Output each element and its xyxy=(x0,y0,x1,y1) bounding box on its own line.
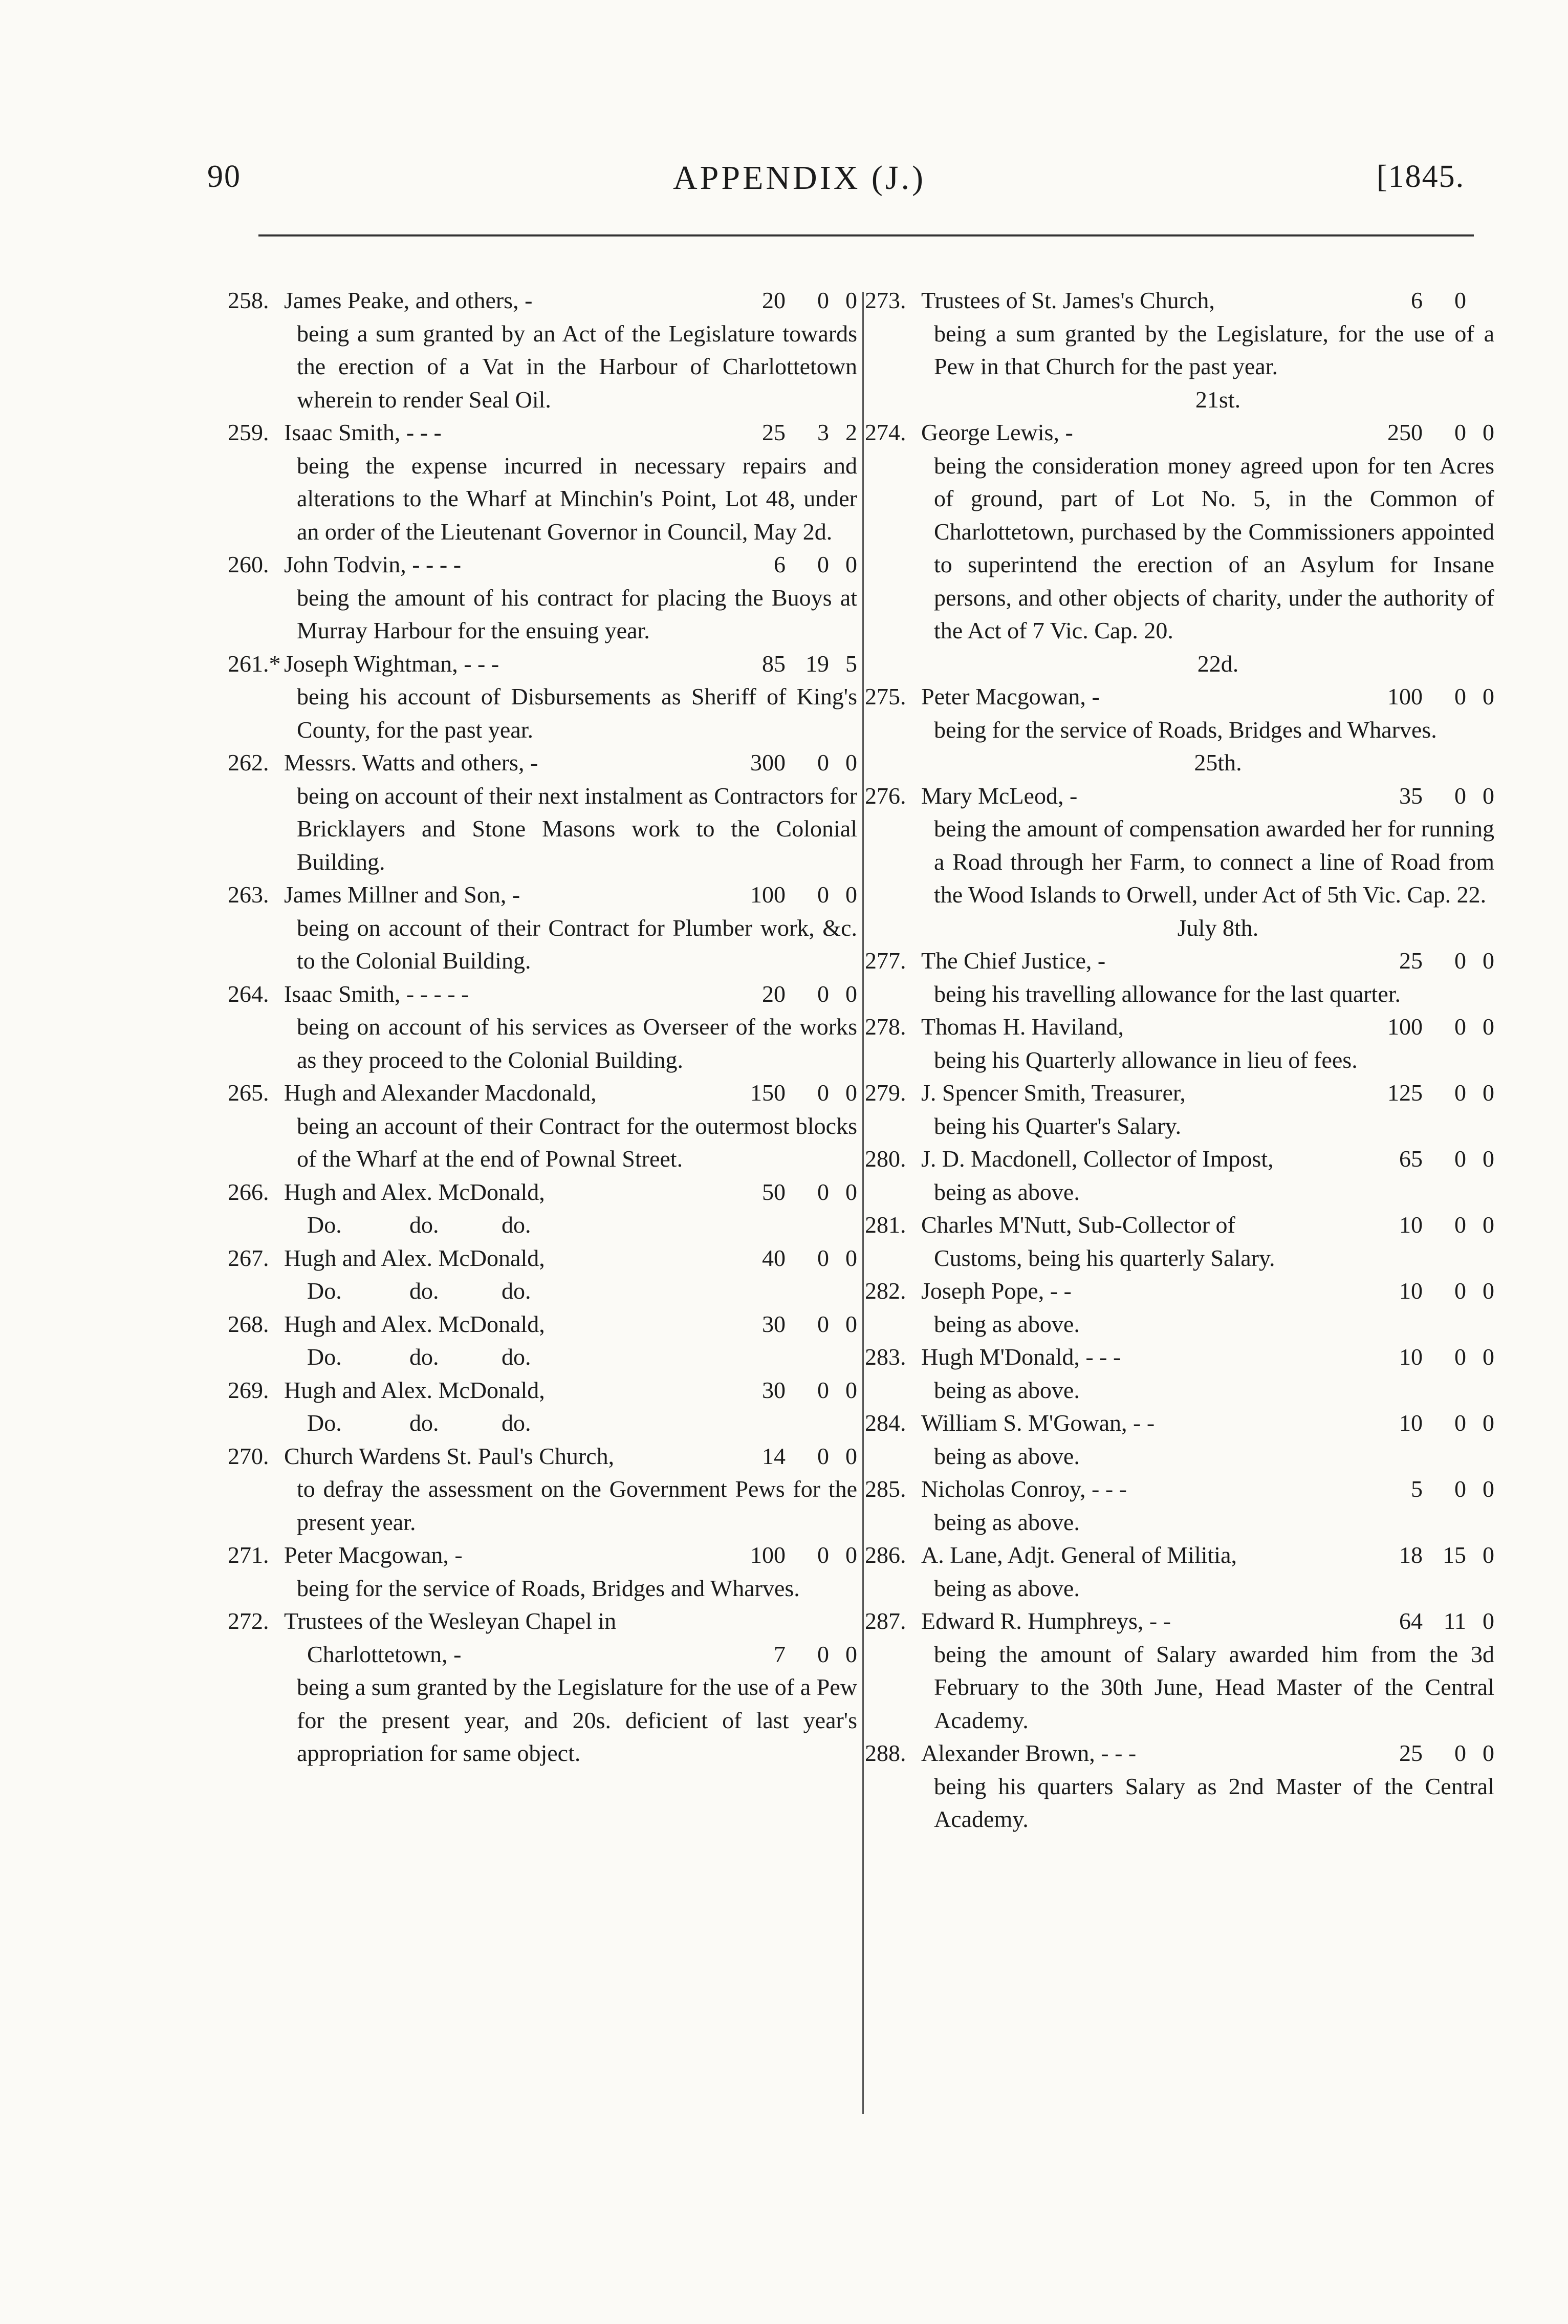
amount-pounds: 10 xyxy=(1399,1410,1423,1436)
amount-pence: 0 xyxy=(845,881,857,908)
entry-payee: William S. M'Gowan, - - xyxy=(921,1410,1155,1436)
entry-head xyxy=(865,780,1494,813)
amount-shillings: 0 xyxy=(1454,287,1466,313)
entry-number: 260. xyxy=(228,551,269,577)
entry-number: 283. xyxy=(865,1344,906,1370)
amount-shillings: 0 xyxy=(817,749,829,776)
ditto-mark: do. xyxy=(502,1410,531,1436)
entry-number: 279. xyxy=(865,1080,906,1106)
entry-description: Customs, being his quarterly Salary. xyxy=(934,1244,1275,1271)
entry-head xyxy=(228,284,857,317)
entry-description: being his quarters Salary as 2nd Master of the Central Academy. xyxy=(934,1773,1494,1832)
entry-description: being for the service of Roads, Bridges and Wharves. xyxy=(934,716,1437,743)
ledger-entry xyxy=(865,284,1494,383)
entry-number: 274. xyxy=(865,419,906,445)
amount-shillings: 19 xyxy=(805,650,829,677)
entry-description: being his Quarter's Salary. xyxy=(934,1112,1182,1139)
amount-pence: 0 xyxy=(845,1376,857,1403)
entry-payee: A. Lane, Adjt. General of Militia, xyxy=(921,1542,1237,1568)
entry-description: being on account of their Contract for Plumber work, &c. to the Colonial Building. xyxy=(297,914,857,974)
amount-pence: 0 xyxy=(1483,1542,1494,1568)
date-heading: July 8th. xyxy=(1177,914,1259,941)
entry-description: being as above. xyxy=(934,1310,1080,1337)
entry-number: 288. xyxy=(865,1740,906,1766)
entry-head xyxy=(228,746,857,780)
ditto-line xyxy=(297,1407,857,1440)
entry-payee: Isaac Smith, - - - - - xyxy=(284,980,469,1007)
entry-head xyxy=(865,1143,1494,1176)
page-number: 90 xyxy=(207,159,241,194)
ledger-entry xyxy=(228,1077,857,1176)
entry-head xyxy=(865,1539,1494,1572)
ditto-mark: do. xyxy=(409,1278,439,1304)
entry-head xyxy=(865,1605,1494,1638)
entry-head xyxy=(228,1440,857,1473)
entry-payee: Trustees of St. James's Church, xyxy=(921,287,1215,313)
entry-number: 270. xyxy=(228,1443,269,1469)
amount-shillings: 0 xyxy=(817,1542,829,1568)
entry-payee: Peter Macgowan, - xyxy=(284,1542,463,1568)
entry-number: 273. xyxy=(865,287,906,313)
amount-pounds: 150 xyxy=(750,1080,786,1106)
ledger-entry xyxy=(228,1242,857,1308)
amount-pence: 0 xyxy=(845,1443,857,1469)
amount-pounds: 25 xyxy=(1399,1740,1423,1766)
entry-number: 271. xyxy=(228,1542,269,1568)
amount-pence: 0 xyxy=(1483,683,1494,709)
amount-pence: 5 xyxy=(845,650,857,677)
entry-description: being as above. xyxy=(934,1509,1080,1535)
ledger-entry xyxy=(865,1143,1494,1209)
amount-pounds: 30 xyxy=(762,1310,786,1337)
amount-pence: 0 xyxy=(845,551,857,577)
entry-number: 275. xyxy=(865,683,906,709)
entry-number: 263. xyxy=(228,881,269,908)
amount-shillings: 0 xyxy=(1454,1476,1466,1502)
entry-head xyxy=(865,1407,1494,1440)
amount-shillings: 15 xyxy=(1443,1542,1466,1568)
entry-description: being the amount of compensation awarded her for running a Road through her Farm, to connect a line of Road from the Wood Islands to Orwell, under Act of 5th Vic. Cap. 22. xyxy=(934,815,1494,908)
amount-pounds: 6 xyxy=(1411,287,1423,313)
entry-payee: James Peake, and others, - xyxy=(284,287,533,313)
amount-pounds: 20 xyxy=(762,980,786,1007)
entry-description: being as above. xyxy=(934,1178,1080,1205)
entry-description: being a sum granted by the Legislature, for the use of a Pew in that Church for the past year. xyxy=(934,320,1494,379)
ditto-mark: Do. xyxy=(307,1344,342,1370)
entry-description: being the amount of his contract for placing the Buoys at Murray Harbour for the ensuing year. xyxy=(297,584,857,643)
entry-payee: John Todvin, - - - - xyxy=(284,551,462,577)
entry-payee: Hugh M'Donald, - - - xyxy=(921,1344,1121,1370)
entry-head xyxy=(865,680,1494,714)
entry-payee: Trustees of the Wesleyan Chapel in xyxy=(284,1608,617,1634)
amount-pounds: 35 xyxy=(1399,782,1423,809)
ledger-entry xyxy=(228,1176,857,1242)
ledger-entry xyxy=(865,1010,1494,1077)
entry-payee-continued: Charlottetown, - xyxy=(307,1641,462,1667)
amount-pence: 0 xyxy=(1483,1740,1494,1766)
entry-number: 264. xyxy=(228,980,269,1007)
amount-pounds: 10 xyxy=(1399,1278,1423,1304)
entry-head xyxy=(865,944,1494,978)
entry-head-continued xyxy=(228,1638,857,1671)
entry-payee: Thomas H. Haviland, xyxy=(921,1014,1124,1040)
ledger-entry xyxy=(228,746,857,878)
ledger-entry xyxy=(228,1605,857,1770)
amount-pence: 0 xyxy=(845,1310,857,1337)
ledger-entry xyxy=(865,1275,1494,1341)
amount-pounds: 65 xyxy=(1399,1146,1423,1172)
amount-pounds: 30 xyxy=(762,1376,786,1403)
entry-payee: Hugh and Alex. McDonald, xyxy=(284,1244,545,1271)
entry-payee: J. D. Macdonell, Collector of Impost, xyxy=(921,1146,1274,1172)
entry-payee: Isaac Smith, - - - xyxy=(284,419,442,445)
entry-payee: Peter Macgowan, - xyxy=(921,683,1100,709)
amount-pounds: 125 xyxy=(1387,1080,1423,1106)
ledger-entry xyxy=(228,648,857,747)
ditto-line xyxy=(297,1209,857,1242)
entry-number: 287. xyxy=(865,1608,906,1634)
entry-number: 269. xyxy=(228,1376,269,1403)
amount-shillings: 0 xyxy=(817,1178,829,1205)
ditto-mark: do. xyxy=(502,1344,531,1370)
entry-payee: Edward R. Humphreys, - - xyxy=(921,1608,1171,1634)
amount-pounds: 25 xyxy=(1399,948,1423,974)
ditto-mark: do. xyxy=(502,1212,531,1238)
date-heading: 21st. xyxy=(1195,386,1241,413)
amount-pence: 0 xyxy=(845,1641,857,1667)
entry-description: being as above. xyxy=(934,1376,1080,1403)
ditto-mark: do. xyxy=(409,1410,439,1436)
amount-pence: 0 xyxy=(1483,1608,1494,1634)
entry-payee: Joseph Pope, - - xyxy=(921,1278,1072,1304)
amount-pounds: 20 xyxy=(762,287,786,313)
entry-number: 268. xyxy=(228,1310,269,1337)
entry-number: 280. xyxy=(865,1146,906,1172)
amount-pounds: 10 xyxy=(1399,1212,1423,1238)
entry-number: 259. xyxy=(228,419,269,445)
amount-pence: 0 xyxy=(1483,1344,1494,1370)
amount-shillings: 0 xyxy=(817,551,829,577)
entry-number: 281. xyxy=(865,1212,906,1238)
amount-pence: 0 xyxy=(1483,782,1494,809)
amount-pounds: 40 xyxy=(762,1244,786,1271)
entry-payee: Joseph Wightman, - - - xyxy=(284,650,499,677)
amount-shillings: 0 xyxy=(1454,1278,1466,1304)
amount-pounds: 25 xyxy=(762,419,786,445)
amount-shillings: 0 xyxy=(817,1641,829,1667)
entry-head xyxy=(228,878,857,912)
date-heading: 22d. xyxy=(1197,650,1239,677)
entry-payee: Messrs. Watts and others, - xyxy=(284,749,538,776)
entry-payee: J. Spencer Smith, Treasurer, xyxy=(921,1080,1186,1106)
entry-head xyxy=(228,648,857,681)
amount-pence: 0 xyxy=(1483,1146,1494,1172)
amount-shillings: 0 xyxy=(1454,1014,1466,1040)
ledger-entry xyxy=(228,978,857,1077)
column-divider xyxy=(862,292,864,2114)
amount-shillings: 0 xyxy=(817,881,829,908)
amount-pounds: 100 xyxy=(1387,683,1423,709)
entry-payee: Charles M'Nutt, Sub-Collector of xyxy=(921,1212,1235,1238)
amount-shillings: 0 xyxy=(1454,419,1466,445)
amount-pence: 0 xyxy=(1483,1410,1494,1436)
ledger-entry xyxy=(865,1341,1494,1407)
page-title: APPENDIX (J.) xyxy=(673,159,926,197)
ledger-entry xyxy=(865,780,1494,912)
amount-shillings: 0 xyxy=(1454,683,1466,709)
entry-payee: Hugh and Alex. McDonald, xyxy=(284,1310,545,1337)
amount-pence: 0 xyxy=(1483,1212,1494,1238)
entry-head xyxy=(228,1077,857,1110)
entry-description: to defray the assessment on the Government Pews for the present year. xyxy=(297,1476,857,1535)
entry-head xyxy=(228,978,857,1011)
amount-pounds: 64 xyxy=(1399,1608,1423,1634)
entry-description: being as above. xyxy=(934,1443,1080,1469)
entry-head xyxy=(865,1275,1494,1308)
amount-pence: 0 xyxy=(845,1080,857,1106)
entry-head xyxy=(865,284,1494,317)
entry-number: 278. xyxy=(865,1014,906,1040)
entry-head xyxy=(228,1539,857,1572)
ledger-entry xyxy=(228,284,857,416)
entry-payee: Nicholas Conroy, - - - xyxy=(921,1476,1127,1502)
ditto-mark: do. xyxy=(409,1344,439,1370)
amount-pounds: 10 xyxy=(1399,1344,1423,1370)
entry-number: 258. xyxy=(228,287,269,313)
entry-head xyxy=(228,1605,857,1638)
date-heading: 25th. xyxy=(1194,749,1242,776)
amount-pounds: 6 xyxy=(774,551,786,577)
amount-pence: 0 xyxy=(1483,1476,1494,1502)
ledger-entry xyxy=(865,416,1494,648)
amount-shillings: 0 xyxy=(817,287,829,313)
amount-shillings: 0 xyxy=(1454,1080,1466,1106)
entry-payee: George Lewis, - xyxy=(921,419,1073,445)
right-column xyxy=(865,284,1494,1836)
entry-number: 261.* xyxy=(228,650,281,677)
amount-shillings: 11 xyxy=(1443,1608,1466,1634)
entry-head xyxy=(228,1242,857,1275)
entry-payee: The Chief Justice, - xyxy=(921,948,1106,974)
amount-pence: 0 xyxy=(1483,1278,1494,1304)
entry-description: being an account of their Contract for the outermost blocks of the Wharf at the end of Pownal Street. xyxy=(297,1112,857,1172)
entry-number: 262. xyxy=(228,749,269,776)
amount-pence: 0 xyxy=(845,1244,857,1271)
ditto-mark: do. xyxy=(502,1278,531,1304)
amount-pence: 0 xyxy=(1483,948,1494,974)
amount-shillings: 0 xyxy=(1454,1212,1466,1238)
entry-head xyxy=(228,548,857,582)
ledger-entry xyxy=(865,1539,1494,1605)
amount-shillings: 0 xyxy=(817,1443,829,1469)
ledger-entry xyxy=(865,944,1494,1010)
amount-pounds: 5 xyxy=(1411,1476,1423,1502)
ditto-mark: Do. xyxy=(307,1278,342,1304)
amount-shillings: 0 xyxy=(1454,1146,1466,1172)
ledger-entry xyxy=(228,1440,857,1539)
entry-head xyxy=(865,1473,1494,1506)
amount-shillings: 0 xyxy=(817,980,829,1007)
amount-pence: 0 xyxy=(845,1542,857,1568)
amount-pounds: 7 xyxy=(774,1641,786,1667)
entry-number: 277. xyxy=(865,948,906,974)
entry-number: 272. xyxy=(228,1608,269,1634)
amount-shillings: 0 xyxy=(1454,1740,1466,1766)
ledger-entry xyxy=(865,1737,1494,1836)
entry-head xyxy=(865,1341,1494,1374)
entry-description: being his account of Disbursements as Sheriff of King's County, for the past year. xyxy=(297,683,857,743)
ledger-entry xyxy=(228,548,857,648)
entry-description: being as above. xyxy=(934,1575,1080,1601)
amount-shillings: 3 xyxy=(817,419,829,445)
amount-pence: 2 xyxy=(845,419,857,445)
ditto-line xyxy=(297,1275,857,1308)
amount-pounds: 85 xyxy=(762,650,786,677)
entry-number: 285. xyxy=(865,1476,906,1502)
amount-shillings: 0 xyxy=(1454,1410,1466,1436)
amount-shillings: 0 xyxy=(1454,1344,1466,1370)
amount-pence: 0 xyxy=(1483,419,1494,445)
ledger-entry xyxy=(865,1605,1494,1737)
entry-head xyxy=(228,416,857,449)
entry-payee: Mary McLeod, - xyxy=(921,782,1078,809)
entry-description: being the amount of Salary awarded him from the 3d February to the 30th June, Head Master of the Central Academy. xyxy=(934,1641,1494,1733)
amount-pence: 0 xyxy=(1483,1014,1494,1040)
amount-pounds: 300 xyxy=(750,749,786,776)
amount-pence: 0 xyxy=(845,749,857,776)
amount-pounds: 100 xyxy=(750,881,786,908)
ditto-mark: Do. xyxy=(307,1410,342,1436)
ditto-mark: Do. xyxy=(307,1212,342,1238)
entry-description: being a sum granted by the Legislature for the use of a Pew for the present year, and 20s. deficient of last year's appropriation for same object. xyxy=(297,1674,857,1766)
entry-number: 265. xyxy=(228,1080,269,1106)
entry-head xyxy=(865,1077,1494,1110)
amount-shillings: 0 xyxy=(817,1244,829,1271)
ledger-entry xyxy=(228,878,857,978)
entry-description: being the expense incurred in necessary repairs and alterations to the Wharf at Minchin's Point, Lot 48, under an order of the Lieutenant Governor in Council, May 2d. xyxy=(297,452,857,545)
ledger-entry xyxy=(865,1209,1494,1275)
entry-number: 276. xyxy=(865,782,906,809)
entry-description: being his travelling allowance for the last quarter. xyxy=(934,980,1401,1007)
amount-pence: 0 xyxy=(845,1178,857,1205)
entry-head xyxy=(865,1209,1494,1242)
entry-number: 286. xyxy=(865,1542,906,1568)
amount-pounds: 100 xyxy=(750,1542,786,1568)
amount-shillings: 0 xyxy=(817,1080,829,1106)
ditto-mark: do. xyxy=(409,1212,439,1238)
ledger-entry xyxy=(865,680,1494,746)
left-column xyxy=(228,284,857,1770)
amount-shillings: 0 xyxy=(817,1376,829,1403)
entry-number: 284. xyxy=(865,1410,906,1436)
header-rule xyxy=(258,234,1474,236)
amount-pounds: 100 xyxy=(1387,1014,1423,1040)
amount-shillings: 0 xyxy=(1454,948,1466,974)
entry-payee: Hugh and Alex. McDonald, xyxy=(284,1178,545,1205)
ditto-line xyxy=(297,1341,857,1374)
ledger-entry xyxy=(228,1539,857,1605)
page-year: [1845. xyxy=(1377,159,1465,194)
ledger-entry xyxy=(865,1473,1494,1539)
ledger-entry xyxy=(865,1407,1494,1473)
amount-pounds: 14 xyxy=(762,1443,786,1469)
entry-number: 282. xyxy=(865,1278,906,1304)
entry-payee: Alexander Brown, - - - xyxy=(921,1740,1137,1766)
amount-shillings: 0 xyxy=(1454,782,1466,809)
amount-pounds: 250 xyxy=(1387,419,1423,445)
entry-head xyxy=(228,1308,857,1341)
amount-pence: 0 xyxy=(1483,1080,1494,1106)
entry-head xyxy=(865,416,1494,449)
entry-number: 267. xyxy=(228,1244,269,1271)
entry-payee: Hugh and Alexander Macdonald, xyxy=(284,1080,597,1106)
ledger-entry xyxy=(228,1308,857,1374)
entry-payee: Church Wardens St. Paul's Church, xyxy=(284,1443,615,1469)
entry-payee: James Millner and Son, - xyxy=(284,881,520,908)
entry-description: being his Quarterly allowance in lieu of fees. xyxy=(934,1046,1358,1073)
entry-number: 266. xyxy=(228,1178,269,1205)
page-header xyxy=(0,159,1568,215)
entry-description: being the consideration money agreed upon for ten Acres of ground, part of Lot No. 5, in the Common of Charlottetown, purchased by the Commissioners appointed to superintend the erection of an Asylum for Insane persons, and other objects of charity, under the authority of the Act of 7 Vic. Cap. 20. xyxy=(934,452,1494,643)
entry-head xyxy=(228,1176,857,1209)
amount-pence: 0 xyxy=(845,287,857,313)
ledger-entry xyxy=(228,416,857,548)
ledger-entry xyxy=(865,1077,1494,1143)
entry-description: being on account of their next instalment as Contractors for Bricklayers and Stone Masons work to the Colonial Building. xyxy=(297,782,857,875)
entry-head xyxy=(865,1737,1494,1770)
entry-description: being on account of his services as Overseer of the works as they proceed to the Colonial Building. xyxy=(297,1014,857,1073)
amount-pounds: 50 xyxy=(762,1178,786,1205)
amount-pence: 0 xyxy=(845,980,857,1007)
entry-description: being a sum granted by an Act of the Legislature towards the erection of a Vat in the Harbour of Charlottetown wherein to render Seal Oil. xyxy=(297,320,857,413)
entry-payee: Hugh and Alex. McDonald, xyxy=(284,1376,545,1403)
entry-head xyxy=(228,1374,857,1407)
amount-shillings: 0 xyxy=(817,1310,829,1337)
entry-description: being for the service of Roads, Bridges and Wharves. xyxy=(297,1575,800,1601)
entry-head xyxy=(865,1010,1494,1044)
ledger-entry xyxy=(228,1374,857,1440)
amount-pounds: 18 xyxy=(1399,1542,1423,1568)
